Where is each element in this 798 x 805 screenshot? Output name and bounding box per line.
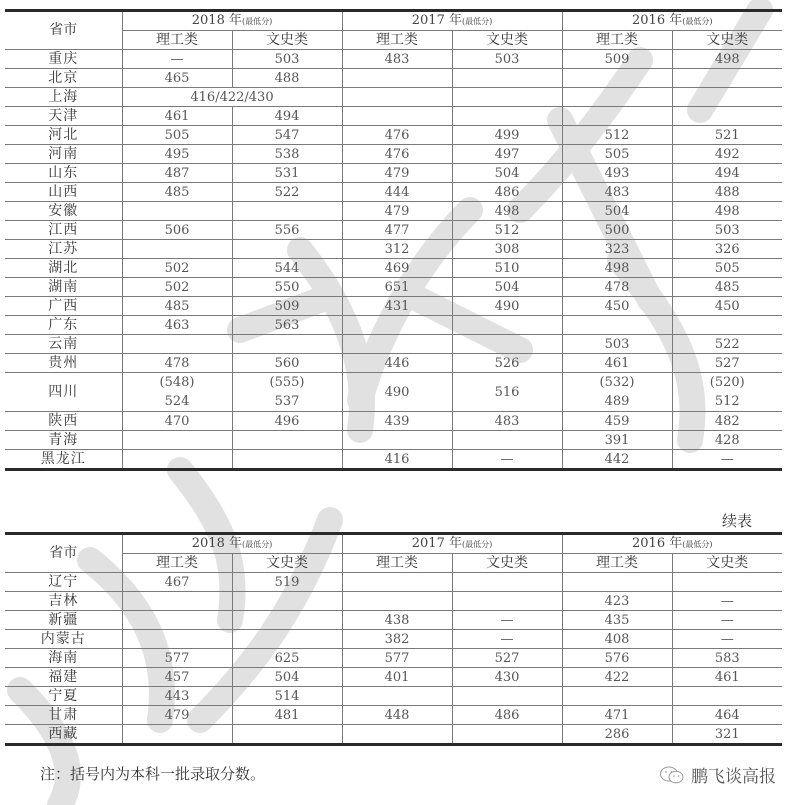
score-cell: [342, 573, 452, 592]
score-cell: 488: [672, 183, 782, 202]
score-cell: 459: [562, 412, 672, 431]
score-cell: 503: [452, 50, 562, 69]
score-cell: [342, 69, 452, 88]
score-cell: 464: [672, 706, 782, 725]
score-cell: 476: [342, 126, 452, 145]
score-cell: [562, 88, 672, 107]
table-row: [5, 668, 782, 687]
table-row: [5, 649, 782, 668]
score-cell: 512: [562, 126, 672, 145]
score-cell: 498: [452, 202, 562, 221]
year-header-2018: 2018 年(最低分): [122, 534, 342, 554]
score-cell: 651: [342, 278, 452, 297]
table-row: [5, 630, 782, 649]
score-cell: (520) 512: [672, 373, 782, 412]
score-cell: 486: [452, 706, 562, 725]
table-row: [5, 240, 782, 259]
score-cell: 485: [122, 183, 232, 202]
score-cell: —: [672, 450, 782, 470]
year-header-2016: 2016 年(最低分): [562, 534, 782, 554]
province-cell: 海南: [5, 649, 122, 668]
score-cell: 446: [342, 354, 452, 373]
score-cell: 479: [342, 164, 452, 183]
category-header: 文史类: [672, 554, 782, 573]
score-cell: 438: [342, 611, 452, 630]
score-cell: [342, 107, 452, 126]
score-cell: 495: [122, 145, 232, 164]
score-cell: [232, 630, 342, 649]
score-cell: 479: [122, 706, 232, 725]
score-cell: (555) 537: [232, 373, 342, 412]
score-cell: —: [672, 630, 782, 649]
score-cell: 482: [672, 412, 782, 431]
score-cell: 478: [562, 278, 672, 297]
table-row: [5, 126, 782, 145]
table-row: [5, 373, 782, 412]
score-cell: 498: [672, 202, 782, 221]
table-row: [5, 107, 782, 126]
score-cell: 323: [562, 240, 672, 259]
score-cell: [232, 611, 342, 630]
score-cell: [122, 202, 232, 221]
score-cell: 577: [342, 649, 452, 668]
category-header: 文史类: [452, 554, 562, 573]
score-cell: 490: [452, 297, 562, 316]
wechat-icon: [659, 765, 685, 785]
table-row: [5, 278, 782, 297]
score-cell: [672, 107, 782, 126]
category-header: 理工类: [122, 31, 232, 50]
score-cell: 312: [342, 240, 452, 259]
province-cell: 江苏: [5, 240, 122, 259]
score-cell: 481: [232, 706, 342, 725]
table-row: [5, 316, 782, 335]
province-cell: 河北: [5, 126, 122, 145]
province-cell: 青海: [5, 431, 122, 450]
score-cell: 463: [122, 316, 232, 335]
score-cell: 510: [452, 259, 562, 278]
score-cell: 428: [672, 431, 782, 450]
score-cell: 503: [232, 50, 342, 69]
score-cell: 483: [452, 412, 562, 431]
score-cell: 439: [342, 412, 452, 431]
score-cell: 467: [122, 573, 232, 592]
category-header: 文史类: [232, 554, 342, 573]
province-cell: 辽宁: [5, 573, 122, 592]
score-cell: [452, 431, 562, 450]
province-cell: 山西: [5, 183, 122, 202]
score-cell: 471: [562, 706, 672, 725]
score-cell: [342, 725, 452, 745]
score-cell: [562, 573, 672, 592]
brand-watermark: [659, 762, 776, 787]
score-cell: 502: [122, 278, 232, 297]
score-cell: 442: [562, 450, 672, 470]
score-cell: 499: [452, 126, 562, 145]
score-cell: 497: [452, 145, 562, 164]
score-cell: [122, 335, 232, 354]
score-cell: [672, 69, 782, 88]
score-cell: [232, 725, 342, 745]
province-cell: 河南: [5, 145, 122, 164]
score-cell: [122, 630, 232, 649]
score-cell: —: [672, 611, 782, 630]
score-cell: 560: [232, 354, 342, 373]
score-cell: [232, 202, 342, 221]
table-row: [5, 221, 782, 240]
score-cell: 488: [232, 69, 342, 88]
score-cell: 457: [122, 668, 232, 687]
score-cell: [232, 240, 342, 259]
score-cell: 512: [452, 221, 562, 240]
table-row: [5, 706, 782, 725]
table-row: [5, 145, 782, 164]
province-header: 省市: [5, 534, 122, 573]
score-cell: 448: [342, 706, 452, 725]
score-cell: 563: [232, 316, 342, 335]
score-cell: 504: [452, 164, 562, 183]
score-cell: [342, 88, 452, 107]
province-cell: 福建: [5, 668, 122, 687]
score-cell: 422: [562, 668, 672, 687]
score-cell: 527: [452, 649, 562, 668]
score-cell: 503: [562, 335, 672, 354]
score-cell: 492: [672, 145, 782, 164]
score-cell: 556: [232, 221, 342, 240]
score-cell: 521: [672, 126, 782, 145]
score-cell: [562, 69, 672, 88]
category-header: 文史类: [452, 31, 562, 50]
score-cell: 504: [452, 278, 562, 297]
score-cell: [342, 431, 452, 450]
score-cell: 526: [452, 354, 562, 373]
score-cell: 498: [672, 50, 782, 69]
table-row: [5, 50, 782, 69]
province-cell: 湖北: [5, 259, 122, 278]
score-cell: [672, 88, 782, 107]
admission-score-table: [5, 9, 782, 471]
continuation-label: 续表: [721, 512, 752, 530]
score-cell: [672, 687, 782, 706]
score-cell: [452, 69, 562, 88]
score-cell: [122, 611, 232, 630]
province-cell: 山东: [5, 164, 122, 183]
score-cell: [452, 88, 562, 107]
score-cell: 450: [562, 297, 672, 316]
category-header: 理工类: [562, 31, 672, 50]
year-header-2017: 2017 年(最低分): [342, 11, 562, 31]
province-cell: 安徽: [5, 202, 122, 221]
score-cell: [452, 725, 562, 745]
province-cell: 新疆: [5, 611, 122, 630]
score-cell: 308: [452, 240, 562, 259]
score-cell: [672, 573, 782, 592]
score-cell: 321: [672, 725, 782, 745]
score-cell: 490: [342, 373, 452, 412]
table-row: [5, 335, 782, 354]
score-cell: 461: [562, 354, 672, 373]
province-cell: 西藏: [5, 725, 122, 745]
province-cell: 湖南: [5, 278, 122, 297]
score-cell: 500: [562, 221, 672, 240]
score-cell: 522: [232, 183, 342, 202]
score-cell: 469: [342, 259, 452, 278]
year-header-2017: 2017 年(最低分): [342, 534, 562, 554]
score-cell: —: [122, 50, 232, 69]
table-row: [5, 259, 782, 278]
score-cell: [452, 335, 562, 354]
table-row: [5, 412, 782, 431]
admission-score-table-continued: [5, 532, 782, 746]
score-cell: 504: [232, 668, 342, 687]
score-cell: 382: [342, 630, 452, 649]
score-cell: [562, 107, 672, 126]
category-header: 理工类: [562, 554, 672, 573]
score-cell: 504: [562, 202, 672, 221]
score-cell: [452, 573, 562, 592]
score-cell: 423: [562, 592, 672, 611]
score-cell: [232, 335, 342, 354]
score-cell: 326: [672, 240, 782, 259]
score-cell: 476: [342, 145, 452, 164]
score-cell: [342, 687, 452, 706]
score-cell: 478: [122, 354, 232, 373]
score-cell: [342, 592, 452, 611]
table-row: [5, 164, 782, 183]
score-cell: 479: [342, 202, 452, 221]
score-cell: 485: [122, 297, 232, 316]
score-cell: 487: [122, 164, 232, 183]
brand-name: 鹏飞谈高报: [691, 767, 776, 787]
province-cell: 广西: [5, 297, 122, 316]
score-cell: [672, 316, 782, 335]
score-cell: 522: [672, 335, 782, 354]
score-cell: [452, 592, 562, 611]
score-cell: 494: [672, 164, 782, 183]
category-header: 文史类: [672, 31, 782, 50]
score-cell: 470: [122, 412, 232, 431]
score-cell: 493: [562, 164, 672, 183]
score-cell: [122, 431, 232, 450]
category-header: 理工类: [342, 31, 452, 50]
table-row: [5, 687, 782, 706]
score-cell: 514: [232, 687, 342, 706]
province-cell: 天津: [5, 107, 122, 126]
table-row: [5, 431, 782, 450]
score-cell: 465: [122, 69, 232, 88]
score-cell: [562, 316, 672, 335]
province-cell: 云南: [5, 335, 122, 354]
score-cell: 519: [232, 573, 342, 592]
score-cell: [122, 592, 232, 611]
table-row: [5, 725, 782, 745]
score-cell: 547: [232, 126, 342, 145]
table-row: [5, 573, 782, 592]
score-cell: 477: [342, 221, 452, 240]
score-cell: 461: [122, 107, 232, 126]
score-cell: 505: [562, 145, 672, 164]
score-cell: [452, 107, 562, 126]
score-cell: 538: [232, 145, 342, 164]
score-cell: 498: [562, 259, 672, 278]
score-cell: 506: [122, 221, 232, 240]
score-cell: —: [452, 450, 562, 470]
score-cell: 485: [672, 278, 782, 297]
province-cell: 宁夏: [5, 687, 122, 706]
province-cell: 陕西: [5, 412, 122, 431]
score-cell: 391: [562, 431, 672, 450]
score-cell: [342, 316, 452, 335]
score-cell: [342, 335, 452, 354]
score-cell: 509: [562, 50, 672, 69]
score-cell: 401: [342, 668, 452, 687]
score-cell: [452, 687, 562, 706]
score-cell: 527: [672, 354, 782, 373]
score-cell: 502: [122, 259, 232, 278]
score-cell: 505: [122, 126, 232, 145]
province-cell: 重庆: [5, 50, 122, 69]
province-cell: 吉林: [5, 592, 122, 611]
score-cell: 430: [452, 668, 562, 687]
score-cell: 583: [672, 649, 782, 668]
score-cell: 435: [562, 611, 672, 630]
footnote: 注：括号内为本科一批录取分数。: [40, 765, 266, 783]
score-cell: 416: [342, 450, 452, 470]
score-cell: 431: [342, 297, 452, 316]
table-row: [5, 69, 782, 88]
score-cell: 576: [562, 649, 672, 668]
score-cell: 450: [672, 297, 782, 316]
table-row: [5, 88, 782, 107]
score-cell: 550: [232, 278, 342, 297]
province-cell: 内蒙古: [5, 630, 122, 649]
table-row: [5, 611, 782, 630]
table-row: [5, 202, 782, 221]
table-row: [5, 183, 782, 202]
province-cell: 江西: [5, 221, 122, 240]
year-header-2016: 2016 年(最低分): [562, 11, 782, 31]
year-header-2018: 2018 年(最低分): [122, 11, 342, 31]
score-cell: 286: [562, 725, 672, 745]
category-header: 理工类: [342, 554, 452, 573]
score-cell: 516: [452, 373, 562, 412]
score-cell: 496: [232, 412, 342, 431]
score-cell: 444: [342, 183, 452, 202]
score-cell: 483: [342, 50, 452, 69]
score-cell: —: [452, 630, 562, 649]
province-cell: 上海: [5, 88, 122, 107]
province-header: 省市: [5, 11, 122, 50]
score-cell: 625: [232, 649, 342, 668]
score-cell: [232, 431, 342, 450]
score-cell: 461: [672, 668, 782, 687]
score-cell: 544: [232, 259, 342, 278]
table-row: [5, 297, 782, 316]
score-cell: 443: [122, 687, 232, 706]
score-cell: 494: [232, 107, 342, 126]
score-cell: 486: [452, 183, 562, 202]
province-cell: 贵州: [5, 354, 122, 373]
table-row: [5, 354, 782, 373]
province-cell: 广东: [5, 316, 122, 335]
score-cell: (548) 524: [122, 373, 232, 412]
score-cell: [562, 687, 672, 706]
score-cell: 577: [122, 649, 232, 668]
score-cell: [122, 240, 232, 259]
province-cell: 甘肃: [5, 706, 122, 725]
table-row: [5, 450, 782, 470]
score-cell: —: [672, 592, 782, 611]
score-cell: [122, 450, 232, 470]
score-cell: [452, 316, 562, 335]
score-cell: 408: [562, 630, 672, 649]
score-cell: 509: [232, 297, 342, 316]
score-cell: (532) 489: [562, 373, 672, 412]
province-cell: 四川: [5, 373, 122, 412]
score-cell: [232, 592, 342, 611]
merged-score-cell: 416/422/430: [122, 88, 342, 107]
score-cell: 503: [672, 221, 782, 240]
table-row: [5, 592, 782, 611]
score-cell: [232, 450, 342, 470]
province-cell: 北京: [5, 69, 122, 88]
category-header: 理工类: [122, 554, 232, 573]
province-cell: 黑龙江: [5, 450, 122, 470]
score-cell: [122, 725, 232, 745]
score-cell: 505: [672, 259, 782, 278]
score-cell: —: [452, 611, 562, 630]
score-cell: 531: [232, 164, 342, 183]
score-cell: 483: [562, 183, 672, 202]
category-header: 文史类: [232, 31, 342, 50]
